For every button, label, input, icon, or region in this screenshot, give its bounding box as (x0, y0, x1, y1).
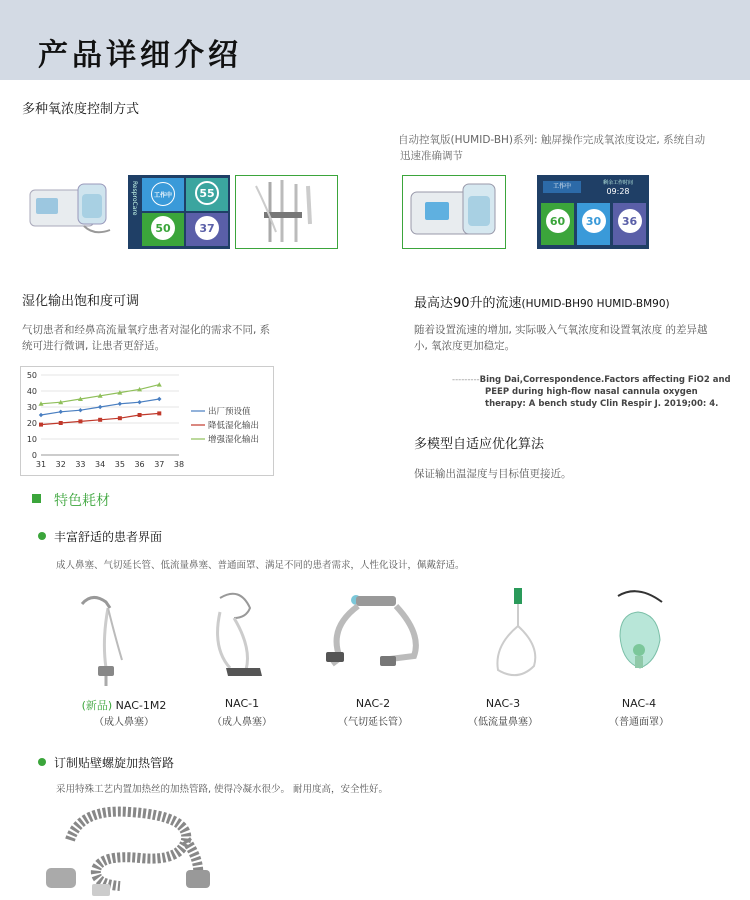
flow-title-main: 最高达90升的流速 (414, 296, 522, 311)
data-point (98, 418, 102, 422)
data-point (78, 419, 82, 423)
flow-text-line1: 随着设置流速的增加, 实际吸入气氧浓度和设置氧浓度 的差异越 (414, 324, 708, 336)
product-label-nac-1m2 (64, 697, 184, 713)
product-desc-nac-2: （气切延长管） (338, 717, 408, 728)
bh-description-line2: 迅速准确调节 (400, 150, 463, 162)
data-point (78, 408, 82, 412)
section-title-oxygen-modes: 多种氧浓度控制方式 (22, 102, 140, 117)
patient-interface-text: 成人鼻塞、气切延长管、低流量鼻塞、普通面罩、满足不同的患者需求，人性化设计，佩戴舒适。 (56, 560, 465, 571)
flow-text-line2: 小, 氧浓度更加稳定。 (414, 340, 516, 352)
x-tick-label: 31 (35, 460, 47, 469)
y-tick-label: 10 (26, 435, 37, 444)
screen1-value-1: 55 (195, 181, 219, 205)
data-point (138, 413, 142, 417)
product-image-nac-4 (604, 586, 674, 686)
screen2-time: 09:28 (606, 187, 630, 196)
x-tick-label: 37 (154, 460, 165, 469)
data-point (39, 423, 43, 427)
product-label-nac-2: NAC-2 (355, 697, 391, 710)
product-image-nac-3 (488, 586, 548, 686)
bh-description (398, 132, 738, 164)
x-tick-label: 34 (95, 460, 106, 469)
data-point (59, 421, 63, 425)
reference (452, 374, 731, 410)
touch-screen-image-2 (537, 175, 649, 249)
product-image-nac-1 (200, 588, 280, 688)
x-tick-label: 38 (173, 460, 185, 469)
humidification-text-line2: 统可进行微调, 让患者更舒适。 (22, 340, 166, 352)
dot-bullet-icon-2 (38, 758, 46, 766)
screen2-time-label: 剩余工作时间 (602, 180, 633, 186)
section-title-consumables: 特色耗材 (54, 493, 110, 509)
reference-dashes: --------- (452, 375, 480, 385)
heated-tube-image (40, 800, 220, 898)
data-point (39, 413, 43, 417)
humidification-text-line1: 气切患者和经鼻高流量氧疗患者对湿化的需求不同, 系 (22, 324, 271, 336)
section-title-algorithm: 多模型自适应优化算法 (414, 437, 545, 452)
x-tick-label: 35 (114, 460, 125, 469)
legend-label: 降低湿化输出 (208, 421, 260, 431)
product-label-nac-4: NAC-4 (621, 697, 657, 710)
data-point (118, 402, 122, 406)
heated-tube-text: 采用特殊工艺内置加热丝的加热管路, 使得冷凝水很少。 耐用度高，安全性好。 (56, 784, 389, 795)
section-title-flow (414, 292, 670, 311)
x-tick-label: 32 (55, 460, 66, 469)
section-title-humidification: 湿化输出饱和度可调 (22, 294, 140, 309)
data-point (157, 397, 161, 401)
y-tick-label: 50 (26, 371, 37, 380)
product-image-nac-2 (322, 588, 432, 688)
data-point (118, 416, 122, 420)
screen2-value-3: 36 (618, 209, 642, 233)
y-tick-label: 40 (26, 387, 37, 396)
y-tick-label: 30 (26, 403, 37, 412)
product-label-nac-1: NAC-1 (224, 697, 260, 710)
screen1-value-2: 50 (151, 216, 175, 240)
screen1-value-3: 37 (195, 216, 219, 240)
product-model: NAC-1M2 (112, 699, 167, 712)
heated-tube-title: 订制贴壁螺旋加热管路 (54, 756, 175, 770)
data-point (137, 400, 141, 404)
data-point (98, 405, 102, 409)
device-image-1 (24, 178, 116, 242)
product-desc-nac-4: （普通面罩） (609, 717, 669, 728)
data-point (59, 410, 63, 414)
screen1-status: 工作中 (151, 182, 175, 206)
algorithm-text: 保证输出温湿度与目标值更接近。 (414, 468, 572, 480)
reference-line2: PEEP during high-flow nasal cannula oxygen (485, 387, 698, 397)
y-tick-label: 0 (31, 451, 37, 460)
product-desc-nac-1m2: （成人鼻塞） (94, 717, 154, 728)
square-bullet-icon (32, 494, 41, 503)
chart-svg (21, 367, 275, 477)
data-point (157, 411, 161, 415)
new-tag: (新品) (81, 699, 113, 712)
screen2-value-1: 60 (546, 209, 570, 233)
page-title: 产品详细介绍 (38, 38, 242, 73)
tubes-image (235, 175, 338, 249)
flow-text (414, 322, 744, 354)
x-tick-label: 36 (134, 460, 145, 469)
product-image-nac-1m2 (72, 590, 152, 690)
flow-title-models: (HUMID-BH90 HUMID-BM90) (521, 298, 670, 310)
device-image-2 (402, 175, 506, 249)
x-tick-label: 33 (75, 460, 86, 469)
dot-bullet-icon (38, 532, 46, 540)
legend-label: 增强湿化输出 (208, 435, 260, 445)
screen1-brand: ResproCare (131, 181, 138, 216)
screen2-value-2: 30 (582, 209, 606, 233)
screen2-status: 工作中 (543, 181, 581, 193)
product-label-nac-3: NAC-3 (485, 697, 521, 710)
bh-description-line1: 自动控氧版(HUMID-BH)系列: 触屏操作完成氧浓度设定, 系统自动 (398, 134, 706, 146)
reference-line1: Bing Dai,Correspondence.Factors affecting FiO2 and (479, 375, 731, 385)
data-point (157, 382, 162, 387)
patient-interface-title: 丰富舒适的患者界面 (54, 530, 163, 544)
product-desc-nac-3: （低流量鼻塞） (468, 717, 538, 728)
y-tick-label: 20 (26, 419, 37, 428)
legend-label: 出厂预设值 (208, 407, 251, 417)
touch-screen-image-1 (128, 175, 230, 249)
humidification-text (22, 322, 322, 354)
humidification-chart (20, 366, 274, 476)
product-desc-nac-1: （成人鼻塞） (212, 717, 272, 728)
reference-line3: therapy: A bench study Clin Respir J. 2019;00: 4. (485, 399, 719, 409)
